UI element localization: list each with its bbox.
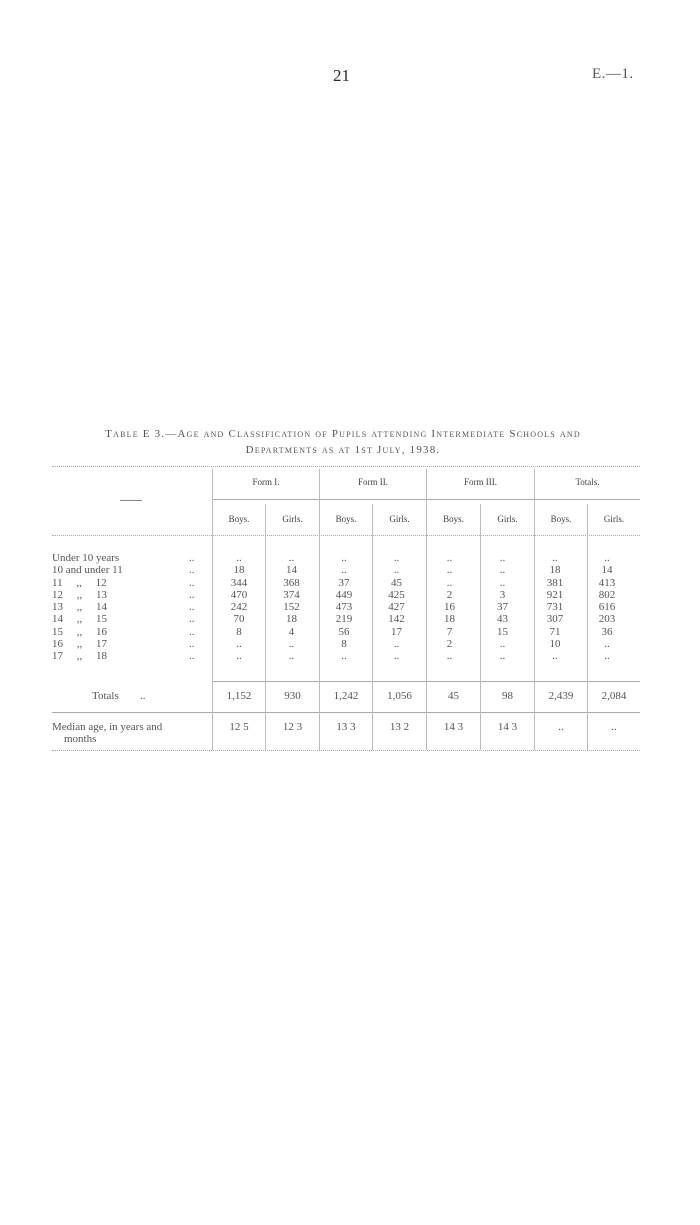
table-cell: 16: [444, 601, 455, 614]
table-title-line-1: Table E 3.—Age and Classification of Pupils attending Intermediate Schools and: [105, 428, 581, 440]
table-cell: 37: [497, 601, 508, 614]
table-title-line-2: Departments as at 1st July, 1938.: [245, 444, 441, 456]
table-cell: ..: [604, 638, 610, 651]
table-cell: ..: [552, 552, 558, 564]
row-dots: ..: [189, 613, 195, 626]
subheader-girls: Girls.: [389, 514, 410, 524]
rule-below-totals: [52, 712, 640, 713]
table-cell: 142: [388, 613, 405, 626]
subheader-boys: Boys.: [550, 514, 572, 524]
totals-value: 930: [284, 690, 301, 702]
totals-value: 2,439: [548, 690, 574, 702]
median-value: 14 3: [443, 721, 464, 733]
table-cell: ..: [446, 564, 453, 577]
totals-value: 1,152: [226, 690, 252, 702]
table-cell: ..: [236, 552, 242, 564]
totals-value: 2,084: [601, 690, 627, 702]
rule-under-subheaders: [52, 535, 640, 536]
table-cell: 3: [499, 588, 506, 601]
totals-value: 98: [502, 690, 513, 702]
median-label-line-1: Median age, in years and: [52, 721, 163, 733]
table-cell: 413: [598, 576, 616, 589]
header-totals: Totals.: [575, 477, 600, 487]
table-row: [52, 638, 633, 650]
totals-dots: ..: [140, 690, 146, 702]
row-dots: ..: [189, 588, 195, 601]
header-form-2: Form II.: [358, 477, 388, 487]
table-cell: 152: [283, 601, 300, 614]
table-cell: 36: [601, 625, 613, 638]
row-dots: ..: [189, 564, 195, 577]
page-reference: E.—1.: [592, 66, 634, 82]
row-label: 14 ,, 15: [52, 613, 107, 626]
table-cell: ..: [499, 638, 506, 651]
row-dots: ..: [189, 638, 195, 651]
table-cell: 8: [236, 625, 242, 638]
row-label: Under 10 years: [52, 552, 120, 564]
table-cell: 2: [446, 588, 453, 601]
median-value: 14 3: [497, 721, 518, 733]
table-cell: 43: [497, 613, 508, 626]
table-cell: ..: [236, 638, 242, 651]
row-dots: ..: [189, 650, 195, 663]
table-row: [52, 626, 633, 638]
table-cell: ..: [446, 576, 453, 589]
table-cell: 470: [230, 588, 248, 601]
table-cell: 8: [341, 638, 347, 651]
table-cell: 307: [546, 613, 564, 626]
table-row: [52, 613, 633, 625]
table-cell: 18: [444, 613, 455, 626]
table-title: [48, 426, 638, 458]
table-cell: 71: [549, 625, 561, 638]
table-cell: 7: [446, 625, 453, 638]
table-cell: ..: [393, 638, 400, 651]
table-cell: 18: [233, 564, 245, 577]
table-row: [52, 564, 633, 576]
table-cell: 802: [598, 588, 616, 601]
median-value: 13 3: [336, 721, 356, 733]
table-cell: 449: [335, 588, 353, 601]
table-cell: ..: [499, 576, 506, 589]
row-label: 12 ,, 13: [52, 588, 107, 601]
table-cell: ..: [236, 650, 242, 663]
table-cell: 56: [338, 625, 350, 638]
table-cell: ..: [341, 552, 347, 564]
table-cell: 2: [446, 638, 453, 651]
page-number: 21: [333, 66, 350, 85]
table-cell: ..: [393, 564, 400, 577]
table-cell: ..: [288, 650, 295, 663]
table-cell: 921: [546, 588, 564, 601]
table-cell: ..: [288, 552, 295, 564]
subheader-girls: Girls.: [497, 514, 518, 524]
table-cell: ..: [499, 564, 506, 577]
table-cell: 242: [230, 601, 248, 614]
subheader-girls: Girls.: [282, 514, 303, 524]
subheader-girls: Girls.: [603, 514, 625, 524]
table-cell: ..: [499, 552, 506, 564]
table-cell: 616: [598, 601, 616, 614]
row-label: 17 ,, 18: [52, 650, 107, 663]
table-cell: ..: [393, 552, 400, 564]
table-cell: ..: [393, 650, 400, 663]
table-row: [52, 589, 633, 601]
row-dots: ..: [189, 576, 195, 589]
table-cell: ..: [446, 650, 453, 663]
table-cell: ..: [446, 552, 453, 564]
table-cell: 37: [338, 576, 350, 589]
rule-top: [52, 466, 640, 467]
median-value: 12 3: [282, 721, 303, 733]
table-cell: 368: [283, 576, 300, 589]
row-label: 11 ,, 12: [52, 576, 107, 589]
table-cell: 15: [497, 625, 508, 638]
table-cell: 381: [546, 576, 564, 589]
median-value: 12 5: [229, 721, 249, 733]
age-table-body: [52, 552, 633, 663]
table-cell: ..: [604, 552, 610, 564]
table-cell: 45: [391, 576, 402, 589]
rule-bottom: [52, 750, 640, 751]
subheader-boys: Boys.: [443, 514, 464, 524]
table-cell: 427: [388, 601, 405, 614]
totals-value: 45: [448, 690, 459, 702]
subheader-boys: Boys.: [228, 514, 250, 524]
median-value: ..: [558, 721, 564, 733]
table-cell: ..: [604, 650, 610, 663]
table-cell: 18: [549, 564, 561, 577]
table-cell: 219: [335, 613, 353, 626]
row-dots: ..: [189, 601, 195, 614]
subheader-boys: Boys.: [335, 514, 357, 524]
totals-value: 1,242: [333, 690, 359, 702]
table-row: [52, 552, 633, 564]
table-cell: 731: [546, 601, 564, 614]
table-cell: 10: [549, 638, 561, 651]
row-dots: ..: [189, 552, 195, 564]
table-cell: ..: [499, 650, 506, 663]
table-cell: 14: [601, 564, 613, 577]
median-label-line-2: months: [64, 733, 97, 745]
table-row: [52, 650, 633, 662]
table-cell: 18: [286, 613, 297, 626]
row-dots: ..: [189, 625, 195, 638]
table-cell: ..: [288, 638, 295, 651]
table-row: [52, 601, 633, 613]
header-form-3: Form III.: [464, 477, 497, 487]
table-cell: 473: [335, 601, 353, 614]
table-cell: 4: [288, 625, 295, 638]
totals-value: 1,056: [387, 690, 412, 702]
stub-dash: [120, 500, 142, 501]
table-cell: ..: [341, 650, 347, 663]
table-cell: ..: [552, 650, 558, 663]
table-cell: 203: [598, 613, 616, 626]
header-form-1: Form I.: [252, 477, 280, 487]
table-cell: 70: [233, 613, 245, 626]
table-cell: 425: [388, 588, 405, 601]
table-cell: 344: [230, 576, 248, 589]
row-label: 13 ,, 14: [52, 601, 107, 614]
row-label: 10 and under 11: [52, 564, 123, 577]
table-cell: 374: [283, 588, 300, 601]
row-label: 15 ,, 16: [52, 625, 107, 638]
median-value: 13 2: [389, 721, 410, 733]
table-row: [52, 577, 633, 589]
totals-label: Totals: [92, 690, 119, 702]
table-cell: 14: [286, 564, 297, 577]
row-label: 16 ,, 17: [52, 638, 107, 651]
median-value: ..: [611, 721, 617, 733]
table-cell: 17: [391, 625, 402, 638]
table-cell: ..: [341, 564, 347, 577]
